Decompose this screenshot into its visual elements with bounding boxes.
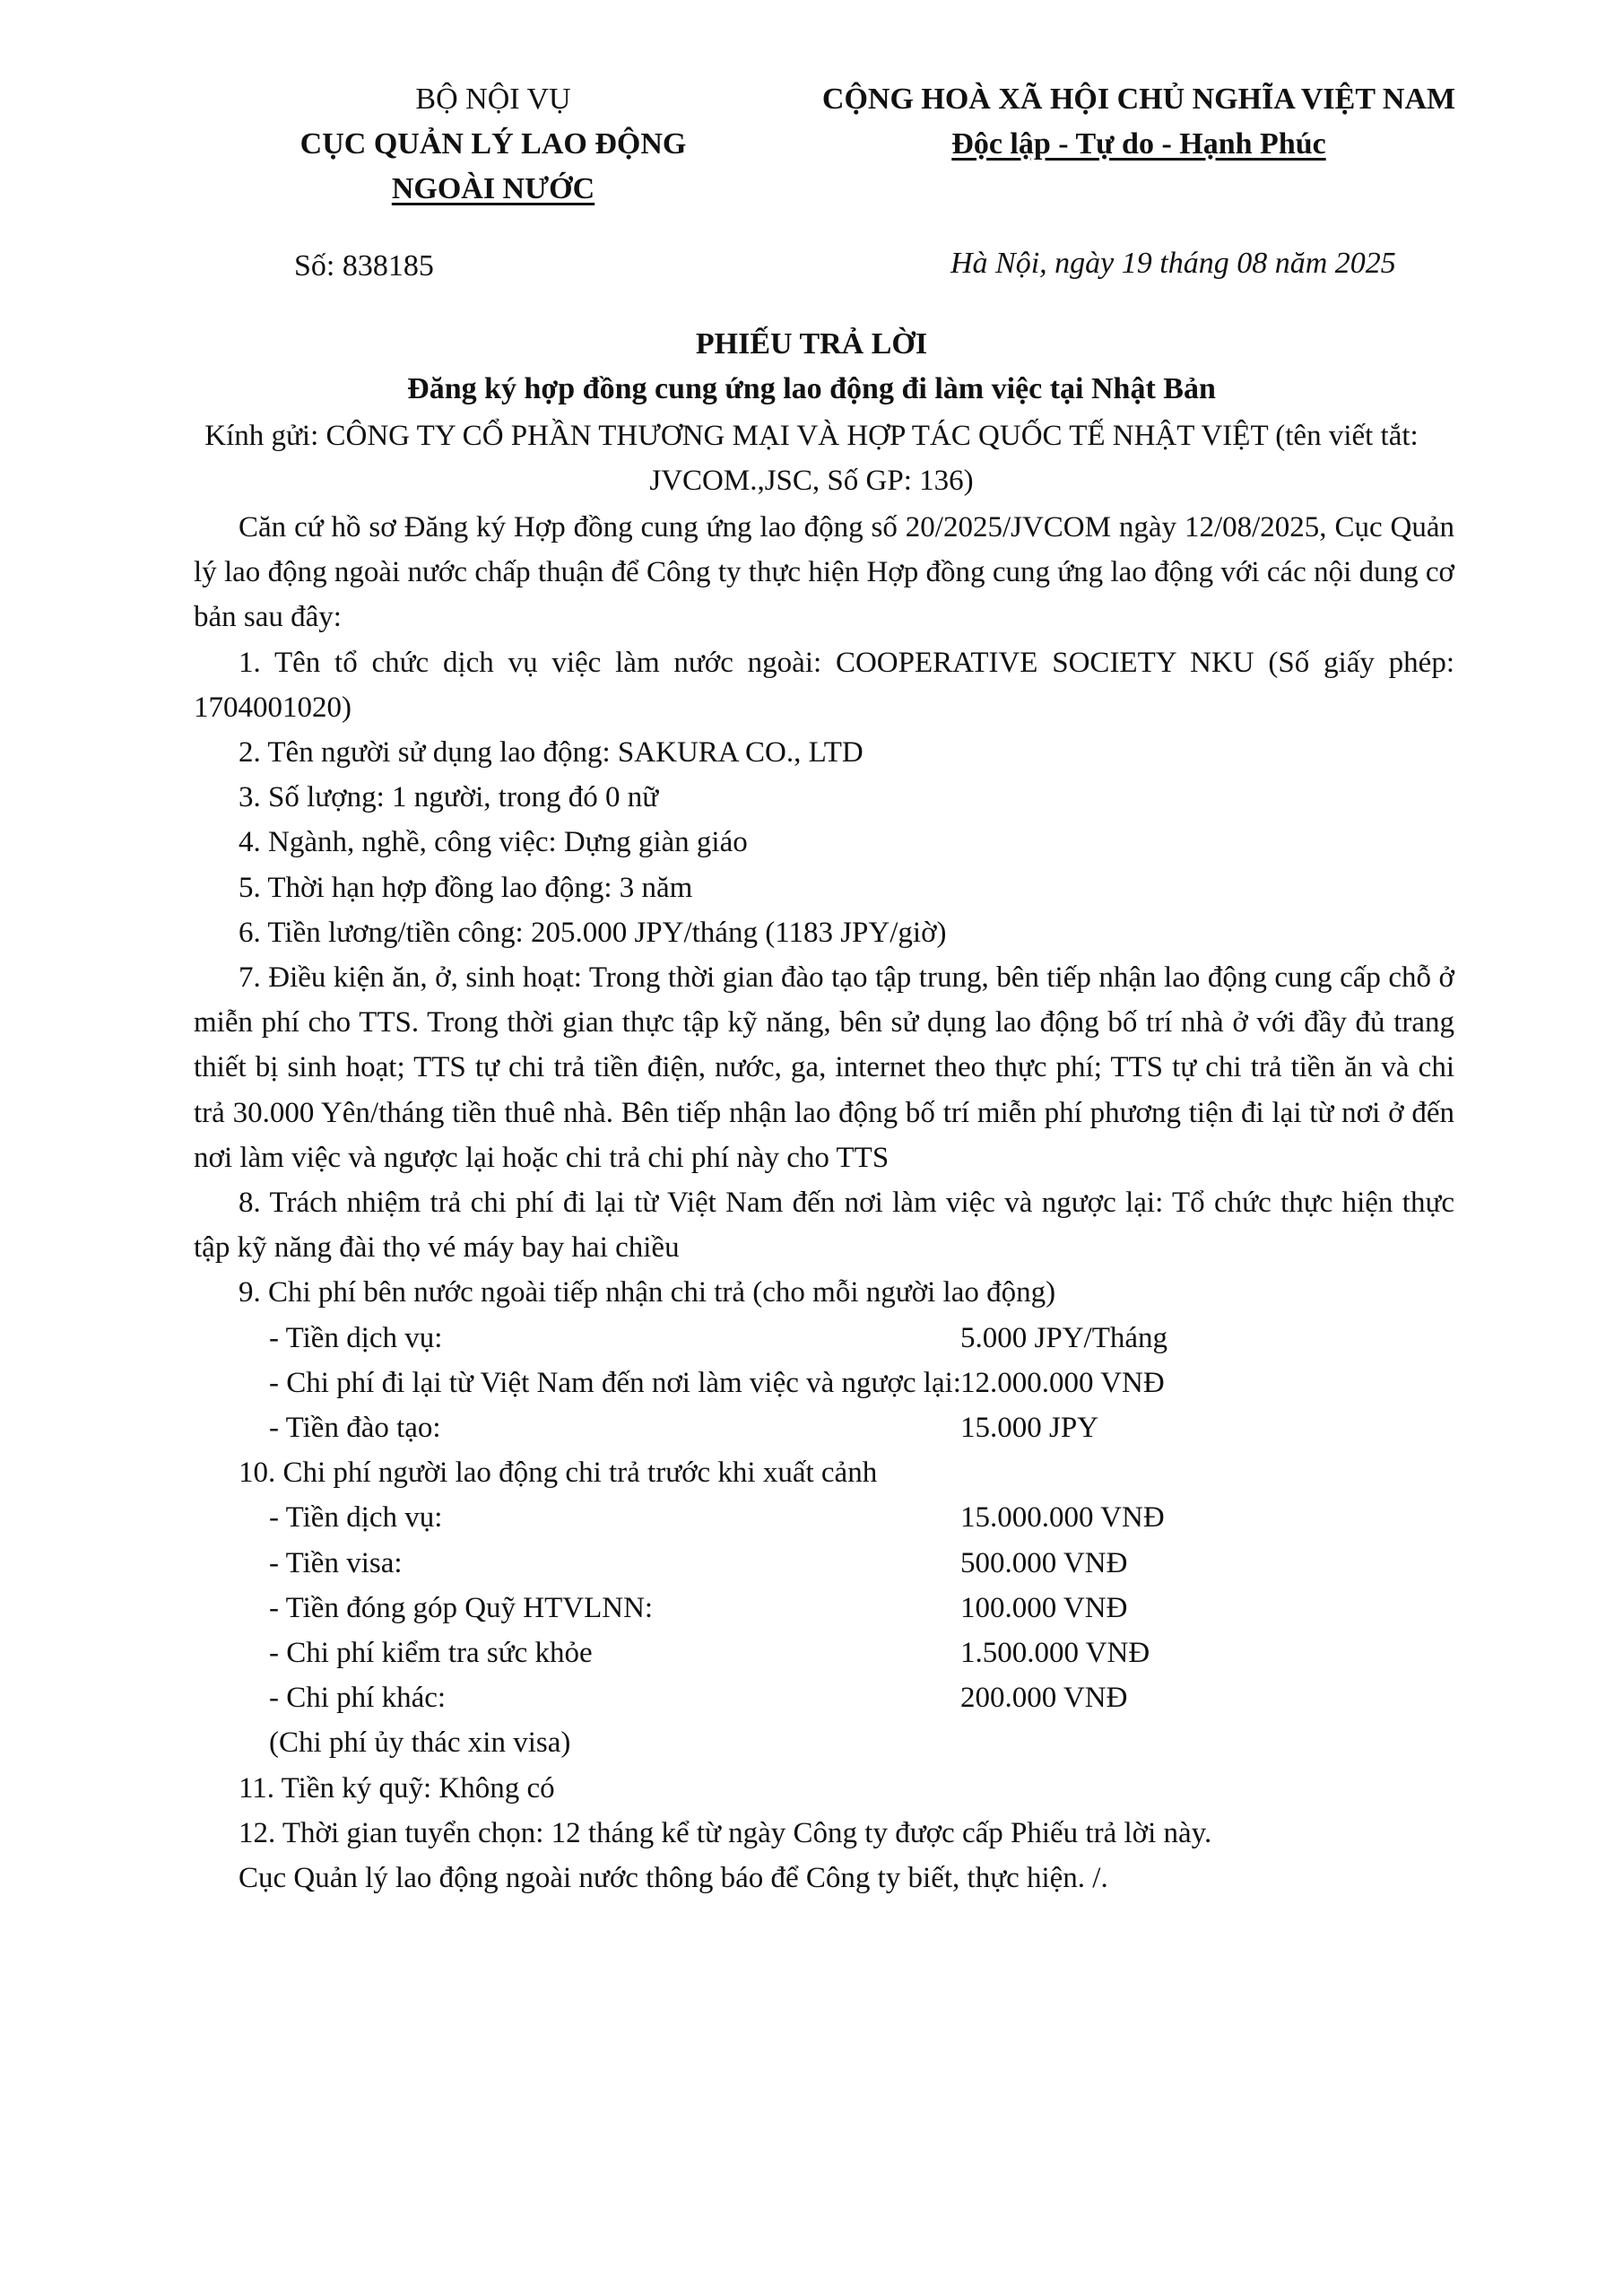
document-subtitle: Đăng ký hợp đồng cung ứng lao động đi làm việc tại Nhật Bản <box>407 372 1216 405</box>
cost-row <box>194 1586 1454 1631</box>
cost-label: - Tiền đào tạo: <box>269 1412 441 1445</box>
item-6: 6. Tiền lương/tiền công: 205.000 JPY/tháng (1183 JPY/giờ) <box>239 916 947 949</box>
cost-label: - Tiền đóng góp Quỹ HTVLNN: <box>269 1591 654 1624</box>
cost-label: - Tiền visa: <box>269 1546 403 1579</box>
ministry-name: BỘ NỘI VỤ <box>415 83 571 116</box>
national-motto: Độc lập - Tự do - Hạnh Phúc <box>951 127 1326 161</box>
intro-paragraph: Căn cứ hồ sơ Đăng ký Hợp đồng cung ứng lao động số 20/2025/JVCOM ngày 12/08/2025, Cục Quản lý lao động ngoài nước chấp thuận để Công ty thực hiện Hợp đồng cung ứng lao động với các nội dung cơ bản sau đây: <box>194 511 1454 634</box>
item-9-heading: 9. Chi phí bên nước ngoài tiếp nhận chi trả (cho mỗi người lao động) <box>239 1276 1056 1309</box>
cost-value: 5.000 JPY/Tháng <box>960 1321 1167 1354</box>
item-2: 2. Tên người sử dụng lao động: SAKURA CO., LTD <box>239 736 864 770</box>
item-11: 11. Tiền ký quỹ: Không có <box>239 1771 555 1805</box>
item-3: 3. Số lượng: 1 người, trong đó 0 nữ <box>239 781 659 814</box>
cost-value: 500.000 VNĐ <box>960 1546 1128 1579</box>
recipient-line1: Kính gửi: CÔNG TY CỔ PHẦN THƯƠNG MẠI VÀ HỢP TÁC QUỐC TẾ NHẬT VIỆT (tên viết tắt: <box>204 420 1419 452</box>
cost-row <box>194 1541 1454 1586</box>
cost-label: - Chi phí đi lại từ Việt Nam đến nơi làm việc và ngược lại: <box>269 1366 961 1399</box>
cost-row <box>194 1631 1454 1675</box>
cost-row <box>194 1361 1454 1405</box>
document-body <box>194 505 1454 1900</box>
item-10-note: (Chi phí ủy thác xin visa) <box>269 1726 571 1760</box>
department-name-line2-wrap <box>269 168 717 211</box>
recipient-line2: JVCOM.,JSC, Số GP: 136) <box>649 465 974 497</box>
item-1: 1. Tên tổ chức dịch vụ việc làm nước ngoài: COOPERATIVE SOCIETY NKU (Số giấy phép: 1704001020) <box>194 646 1454 724</box>
item-12: 12. Thời gian tuyển chọn: 12 tháng kể từ ngày Công ty được cấp Phiếu trả lời này. <box>239 1816 1212 1849</box>
cost-value: 200.000 VNĐ <box>960 1682 1128 1715</box>
cost-label: - Chi phí kiểm tra sức khỏe <box>269 1637 593 1670</box>
cost-row <box>194 1316 1454 1361</box>
cost-label: - Tiền dịch vụ: <box>269 1501 443 1535</box>
closing-sentence: Cục Quản lý lao động ngoài nước thông báo để Công ty biết, thực hiện. /. <box>239 1862 1108 1895</box>
document-title: PHIẾU TRẢ LỜI <box>695 327 928 361</box>
department-name-line2: NGOÀI NƯỚC <box>391 172 595 205</box>
cost-value: 15.000.000 VNĐ <box>960 1501 1165 1535</box>
cost-value: 100.000 VNĐ <box>960 1591 1128 1624</box>
cost-value: 1.500.000 VNĐ <box>960 1637 1150 1670</box>
cost-value: 15.000 JPY <box>960 1412 1099 1445</box>
item-5: 5. Thời hạn hợp đồng lao động: 3 năm <box>239 871 693 904</box>
cost-row <box>194 1495 1454 1540</box>
department-name-line1: CỤC QUẢN LÝ LAO ĐỘNG <box>299 127 687 161</box>
item-8: 8. Trách nhiệm trả chi phí đi lại từ Việt Nam đến nơi làm việc và ngược lại: Tổ chức thực hiện thực tập kỹ năng đài thọ vé máy bay hai chiều <box>194 1187 1454 1265</box>
document-number: Số: 838185 <box>294 249 434 283</box>
item-10-heading: 10. Chi phí người lao động chi trả trước khi xuất cảnh <box>239 1457 878 1490</box>
cost-row <box>194 1405 1454 1450</box>
item-7: 7. Điều kiện ăn, ở, sinh hoạt: Trong thời gian đào tạo tập trung, bên tiếp nhận lao động cung cấp chỗ ở miễn phí cho TTS. Trong thời gian thực tập kỹ năng, bên sử dụng lao động bố trí nhà ở với đầy đủ trang thiết bị sinh hoạt; TTS tự chi trả tiền điện, nước, ga, internet theo thực phí; TTS tự chi trả tiền ăn và chi trả 30.000 Yên/tháng tiền thuê nhà. Bên tiếp nhận lao động bố trí miễn phí phương tiện đi lại từ nơi ở đến nơi làm việc và ngược lại hoặc chi trả chi phí này cho TTS <box>194 961 1454 1174</box>
cost-label: - Chi phí khác: <box>269 1682 447 1715</box>
cost-label: - Tiền dịch vụ: <box>269 1321 443 1354</box>
cost-row <box>194 1675 1454 1720</box>
place-date: Hà Nội, ngày 19 tháng 08 năm 2025 <box>950 247 1396 280</box>
country-name: CỘNG HOÀ XÃ HỘI CHỦ NGHĨA VIỆT NAM <box>821 83 1456 116</box>
item-4: 4. Ngành, nghề, công việc: Dựng giàn giáo <box>239 826 748 859</box>
cost-value: 12.000.000 VNĐ <box>960 1366 1165 1399</box>
motto-wrap <box>798 123 1480 166</box>
